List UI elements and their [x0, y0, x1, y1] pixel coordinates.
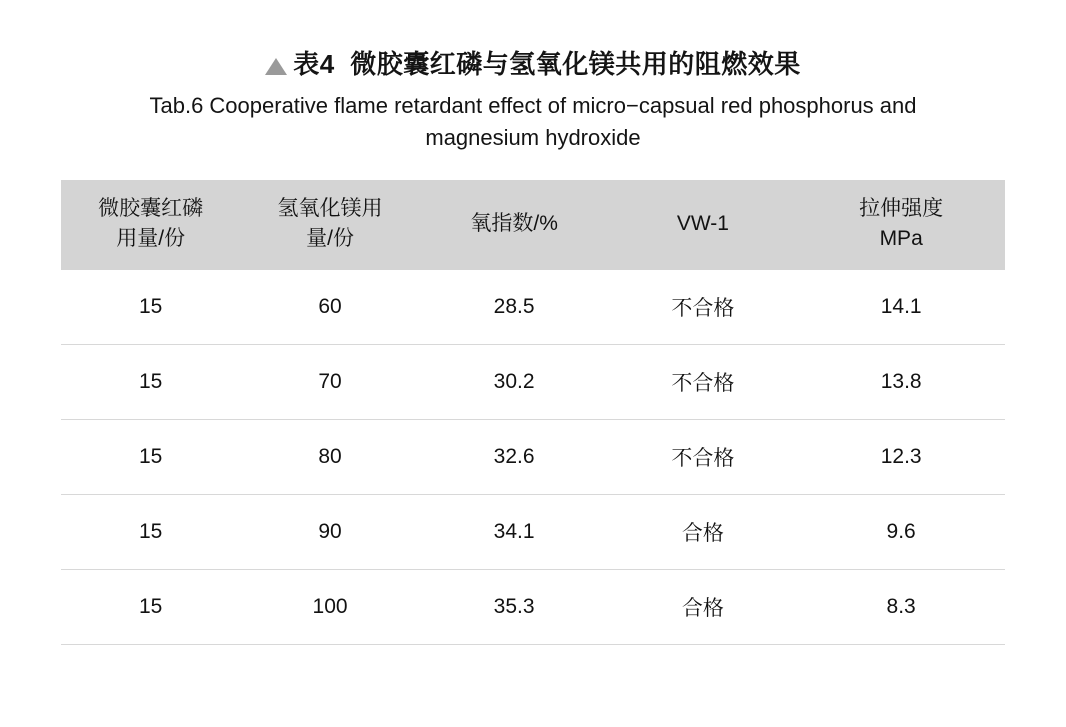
cell-magnesium-hydroxide: 80	[240, 420, 419, 495]
cell-tensile-strength: 13.8	[797, 345, 1005, 420]
column-header-line-1: VW-1	[676, 212, 729, 235]
cell-tensile-strength: 8.3	[797, 570, 1005, 645]
cell-magnesium-hydroxide: 70	[240, 345, 419, 420]
table-row	[61, 345, 1005, 420]
caption-english-line-2: phosphorus and magnesium hydroxide	[425, 93, 917, 150]
caption-chinese: 表4 微胶囊红磷与氢氧化镁共用的阻燃效果	[293, 49, 801, 79]
cell-red-phosphorus: 15	[61, 345, 240, 420]
cell-tensile-strength: 12.3	[797, 420, 1005, 495]
table-row	[61, 270, 1005, 345]
cell-vw1: 不合格	[609, 420, 798, 495]
cell-vw1: 不合格	[609, 345, 798, 420]
column-header-line-1: 氢氧化镁用	[277, 197, 383, 220]
table-header-row	[61, 180, 1005, 270]
table-row	[61, 570, 1005, 645]
cell-magnesium-hydroxide: 100	[240, 570, 419, 645]
caption-chinese-row	[0, 44, 1066, 81]
cell-red-phosphorus: 15	[61, 420, 240, 495]
table-container	[61, 180, 1005, 645]
cell-oxygen-index: 28.5	[420, 270, 609, 345]
column-header-line-1: 氧指数/%	[470, 212, 558, 235]
cell-oxygen-index: 30.2	[420, 345, 609, 420]
column-header-vw1	[609, 180, 798, 270]
cell-oxygen-index: 35.3	[420, 570, 609, 645]
table-row	[61, 420, 1005, 495]
cell-oxygen-index: 34.1	[420, 495, 609, 570]
cell-vw1: 合格	[609, 495, 798, 570]
table-body	[61, 270, 1005, 645]
cell-vw1: 不合格	[609, 270, 798, 345]
cell-tensile-strength: 9.6	[797, 495, 1005, 570]
caption-english-line-1: Tab.6 Cooperative flame retardant effect of micro−capsual red	[149, 93, 753, 118]
data-table	[61, 180, 1005, 645]
cell-magnesium-hydroxide: 60	[240, 270, 419, 345]
column-header-line-1: 拉伸强度	[859, 197, 944, 220]
column-header-micro-capsule-red-phosphorus	[61, 180, 240, 270]
cell-red-phosphorus: 15	[61, 270, 240, 345]
column-header-magnesium-hydroxide	[240, 180, 419, 270]
cell-red-phosphorus: 15	[61, 570, 240, 645]
table-caption	[0, 0, 1066, 154]
column-header-line-2: 用量/份	[116, 227, 186, 250]
column-header-oxygen-index	[420, 180, 609, 270]
column-header-line-2: 量/份	[306, 227, 354, 250]
column-header-line-2: MPa	[879, 227, 923, 250]
column-header-tensile-strength	[797, 180, 1005, 270]
caption-english	[113, 90, 953, 154]
cell-oxygen-index: 32.6	[420, 420, 609, 495]
column-header-line-1: 微胶囊红磷	[98, 197, 204, 220]
table-header	[61, 180, 1005, 270]
cell-tensile-strength: 14.1	[797, 270, 1005, 345]
cell-red-phosphorus: 15	[61, 495, 240, 570]
triangle-marker-icon	[265, 58, 287, 75]
table-row	[61, 495, 1005, 570]
cell-vw1: 合格	[609, 570, 798, 645]
cell-magnesium-hydroxide: 90	[240, 495, 419, 570]
